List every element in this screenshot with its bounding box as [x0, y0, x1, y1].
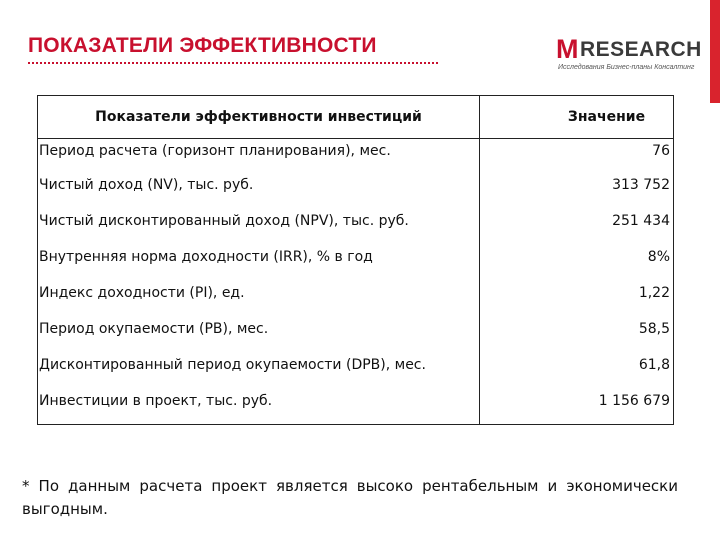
company-logo — [556, 34, 702, 75]
indicator-name: Период расчета (горизонт планирования), мес. — [38, 139, 480, 173]
table-row — [38, 244, 674, 280]
indicator-value: 8% — [480, 244, 674, 280]
indicator-value: 58,5 — [480, 316, 674, 352]
logo-tagline: Исследования Бизнес-планы Консалтинг — [558, 64, 695, 71]
indicator-name: Инвестиции в проект, тыс. руб. — [38, 388, 480, 425]
indicator-name: Период окупаемости (PB), мес. — [38, 316, 480, 352]
logo-mark: M — [556, 34, 579, 64]
indicator-value: 313 752 — [480, 172, 674, 208]
table-row — [38, 388, 674, 425]
indicator-name: Чистый дисконтированный доход (NPV), тыс. руб. — [38, 208, 480, 244]
table-header-row — [38, 96, 674, 139]
table-row — [38, 172, 674, 208]
table-row — [38, 352, 674, 388]
table-row — [38, 316, 674, 352]
indicator-value: 76 — [480, 139, 674, 173]
footnote: * По данным расчета проект является высоко рентабельным и экономически выгодным. — [22, 477, 678, 518]
indicator-value: 251 434 — [480, 208, 674, 244]
indicator-value: 1,22 — [480, 280, 674, 316]
indicators-table — [37, 95, 674, 425]
title-underline — [28, 62, 438, 64]
accent-bar — [710, 0, 720, 103]
indicator-name: Чистый доход (NV), тыс. руб. — [38, 172, 480, 208]
page-title: ПОКАЗАТЕЛИ ЭФФЕКТИВНОСТИ — [28, 34, 377, 57]
indicator-value: 61,8 — [480, 352, 674, 388]
indicator-name: Внутренняя норма доходности (IRR), % в год — [38, 244, 480, 280]
indicator-name: Индекс доходности (PI), ед. — [38, 280, 480, 316]
table-row — [38, 208, 674, 244]
table-row — [38, 280, 674, 316]
indicator-value: 1 156 679 — [480, 388, 674, 425]
column-header-value: Значение — [480, 96, 674, 139]
table-row — [38, 139, 674, 173]
indicator-name: Дисконтированный период окупаемости (DPB), мес. — [38, 352, 480, 388]
logo-name: RESEARCH — [580, 38, 702, 61]
column-header-indicator: Показатели эффективности инвестиций — [38, 96, 480, 139]
